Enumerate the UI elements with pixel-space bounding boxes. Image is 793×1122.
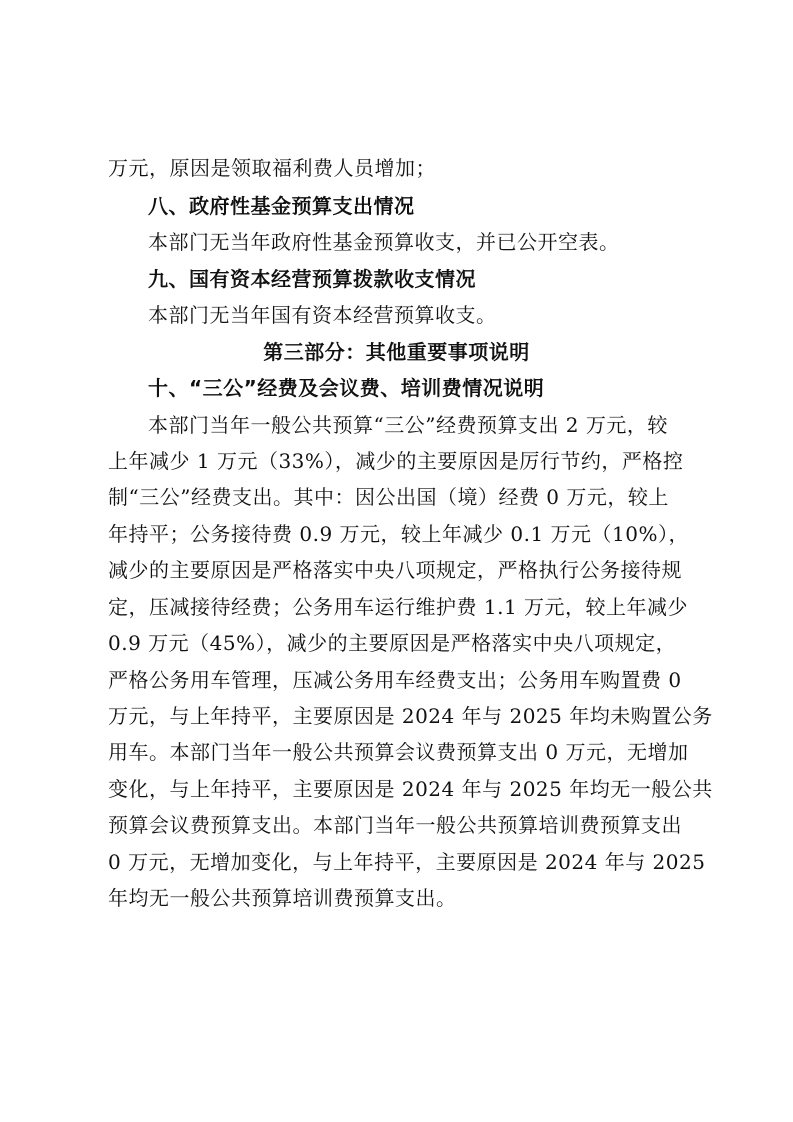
paragraph-line: 本部门当年一般公共预算“三公”经费预算支出 2 万元，较 (148, 413, 668, 437)
paragraph-line: 预算会议费预算支出。本部门当年一般公共预算培训费预算支出 (108, 813, 682, 837)
paragraph-line: 本部门无当年政府性基金预算收支，并已公开空表。 (148, 230, 620, 254)
paragraph-line: 变化，与上年持平，主要原因是 2024 年与 2025 年均无一般公共 (108, 777, 713, 801)
paragraph-line: 年均无一般公共预算培训费预算支出。 (108, 886, 457, 910)
paragraph-line: 万元，原因是领取福利费人员增加； (108, 156, 436, 180)
paragraph-line: 年持平；公务接待费 0.9 万元，较上年减少 0.1 万元（10%）， (108, 522, 689, 546)
section-heading-9: 九、国有资本经营预算拨款收支情况 (148, 267, 476, 291)
paragraph-line: 本部门无当年国有资本经营预算收支。 (148, 303, 497, 327)
paragraph-line: 制“三公”经费支出。其中：因公出国（境）经费 0 万元，较上 (108, 485, 669, 509)
paragraph-line: 严格公务用车管理，压减公务用车经费支出；公务用车购置费 0 (108, 668, 682, 692)
paragraph-line: 定，压减接待经费；公务用车运行维护费 1.1 万元，较上年减少 (108, 595, 689, 619)
paragraph-line: 0 万元，无增加变化，与上年持平，主要原因是 2024 年与 2025 (108, 850, 706, 874)
part-title: 第三部分：其他重要事项说明 (263, 340, 530, 364)
section-heading-10: 十、“三公”经费及会议费、培训费情况说明 (148, 376, 545, 400)
paragraph-line: 减少的主要原因是严格落实中央八项规定，严格执行公务接待规 (108, 558, 682, 582)
paragraph-line: 0.9 万元（45%），减少的主要原因是严格落实中央八项规定， (108, 631, 677, 655)
paragraph-line: 上年减少 1 万元（33%），减少的主要原因是厉行节约，严格控 (108, 449, 684, 473)
section-heading-8: 八、政府性基金预算支出情况 (148, 194, 415, 218)
paragraph-line: 万元，与上年持平，主要原因是 2024 年与 2025 年均未购置公务 (108, 704, 713, 728)
paragraph-line: 用车。本部门当年一般公共预算会议费预算支出 0 万元，无增加 (108, 740, 689, 764)
